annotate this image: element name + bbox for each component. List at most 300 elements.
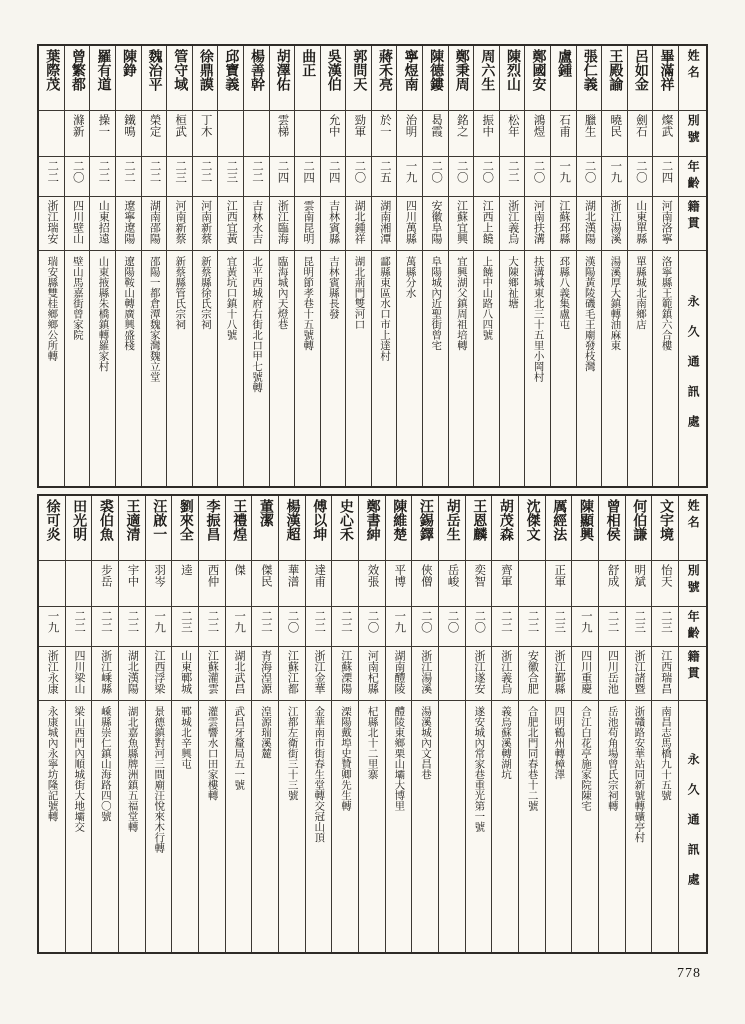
entry-cell-alias (449, 110, 474, 156)
entry-cell-address (90, 250, 115, 486)
entry-address: 單縣城北南鄉店 (634, 256, 646, 330)
entry-address: 義烏蘇溪轉湖坑 (500, 706, 511, 780)
entry-alias: 燦武 (660, 114, 673, 137)
entry-cell-age (500, 156, 525, 196)
entry-address: 酃縣東區水口市上達村 (379, 256, 391, 361)
entry-age: 一九 (579, 610, 592, 633)
entry-age: 一九 (153, 610, 166, 633)
entry-cell-name (65, 46, 90, 110)
entry-cell-name (525, 46, 550, 110)
entry-cell-alias (412, 560, 438, 606)
entry-cell-alias (546, 560, 572, 606)
entry-cell-alias (397, 110, 422, 156)
entry-native: 湖南醴陵 (393, 650, 406, 694)
entry-cell-name (321, 46, 346, 110)
entry-native: 江西宜黃 (225, 200, 238, 244)
entry-cell-address (525, 250, 550, 486)
entry-cell-address (116, 250, 141, 486)
entry-native: 河南杞縣 (366, 650, 379, 694)
entry-age: 二二 (206, 610, 219, 633)
entry-cell-age (372, 156, 397, 196)
entry-cell-name (146, 496, 172, 560)
entry-column (518, 496, 545, 952)
entry-column (243, 46, 269, 486)
entry-address: 鄆城北辛興屯 (179, 706, 191, 769)
entry-alias: 步岳 (99, 564, 112, 587)
entry-cell-alias (90, 110, 115, 156)
entry-cell-alias (92, 560, 118, 606)
entry-age: 二四 (327, 160, 340, 183)
entry-cell-native (449, 196, 474, 250)
entry-address: 湟源瑞溪麓 (259, 706, 271, 759)
entry-native: 浙江永康 (46, 650, 59, 694)
entry-alias: 鐵鳴 (122, 114, 135, 137)
entry-cell-native (551, 196, 576, 250)
entry-native: 吉林賓縣 (327, 200, 340, 244)
entry-cell-native (193, 196, 218, 250)
entry-native: 江蘇邳縣 (557, 200, 570, 244)
entry-cell-alias (39, 560, 65, 606)
entry-name: 胡茂森 (497, 499, 513, 541)
entry-name: 沈傑文 (524, 499, 540, 541)
entry-cell-age (626, 606, 652, 646)
entry-age: 二四 (276, 160, 289, 183)
entry-cell-name (439, 496, 465, 560)
entry-cell-alias (306, 560, 332, 606)
entry-cell-alias (599, 560, 625, 606)
entry-cell-name (449, 46, 474, 110)
entry-cell-native (626, 646, 652, 700)
entry-native: 浙江遂安 (473, 650, 486, 694)
entry-cell-alias (193, 110, 218, 156)
entry-address: 嵊縣崇仁鎮山海路四〇號 (99, 706, 111, 822)
entry-cell-address (346, 250, 371, 486)
entry-cell-age (321, 156, 346, 196)
entry-cell-name (332, 496, 358, 560)
entry-cell-native (116, 196, 141, 250)
entry-cell-address (295, 250, 320, 486)
entry-cell-name (270, 46, 295, 110)
entry-column (39, 46, 64, 486)
entry-address: 山東掖縣朱橋鎮轉羅家村 (97, 256, 109, 372)
entry-address: 壁山馬嘉街曾家院 (71, 256, 83, 340)
entry-cell-alias (332, 560, 358, 606)
entry-cell-name (519, 496, 545, 560)
entry-address: 杞縣北十二里寨 (366, 706, 378, 780)
entry-cell-alias (577, 110, 602, 156)
entry-column (550, 46, 576, 486)
entry-cell-alias (372, 110, 397, 156)
entry-age: 一九 (233, 610, 246, 633)
entry-cell-age (218, 156, 243, 196)
entry-native: 浙江湯溪 (609, 200, 622, 244)
entry-cell-name (492, 496, 518, 560)
entry-cell-native (321, 196, 346, 250)
entry-cell-age (90, 156, 115, 196)
entry-name: 管守域 (172, 49, 188, 91)
entry-age: 二二 (339, 610, 352, 633)
entry-cell-address (492, 700, 518, 952)
entry-alias: 操一 (97, 114, 110, 137)
entry-native: 浙江金華 (313, 650, 326, 694)
entry-cell-native (226, 646, 252, 700)
entry-alias: 治明 (404, 114, 417, 137)
header-cell-name (679, 46, 706, 110)
entry-cell-age (39, 156, 64, 196)
entry-cell-age (386, 606, 412, 646)
entry-cell-age (653, 156, 678, 196)
entry-cell-age (244, 156, 269, 196)
entry-address: 萬縣分水 (404, 256, 416, 298)
entry-address: 醴陵東鄉栗山壩大博里 (393, 706, 405, 811)
entry-native: 河南新蔡 (199, 200, 212, 244)
entry-native: 湖北武昌 (233, 650, 245, 694)
entry-column (118, 496, 145, 952)
header-alias-label: 別號 (686, 114, 701, 147)
entry-name: 陳顯興 (577, 499, 593, 541)
entry-address: 新蔡縣管氏宗祠 (174, 256, 186, 330)
entry-address: 宜興湖父鎮周祖培轉 (455, 256, 467, 351)
entry-cell-address (279, 700, 305, 952)
entry-cell-address (423, 250, 448, 486)
entry-address: 邵陽一都倉潭魏家灣魏立堂 (148, 256, 160, 382)
entry-native: 河南扶溝 (532, 200, 545, 244)
entry-cell-address (199, 700, 225, 952)
entry-name: 鄭秉周 (453, 49, 469, 91)
entry-cell-address (653, 250, 678, 486)
entry-cell-native (142, 196, 167, 250)
entry-age: 二二 (122, 160, 135, 183)
entry-age: 二四 (660, 160, 673, 183)
entry-name: 胡岳生 (444, 499, 460, 541)
header-native-label: 籍貫 (686, 200, 701, 233)
entry-cell-age (423, 156, 448, 196)
entry-cell-age (92, 606, 118, 646)
entry-cell-age (306, 606, 332, 646)
entry-cell-age (146, 606, 172, 646)
entry-age: 二三 (174, 160, 187, 183)
entry-native: 浙江瑞安 (46, 200, 59, 244)
entry-cell-alias (423, 110, 448, 156)
entry-alias: 松年 (506, 114, 519, 137)
entry-address: 漢陽黃陵磯毛王廟發枝灣 (583, 256, 595, 372)
header-native-label: 籍貫 (686, 650, 701, 683)
entry-cell-name (652, 496, 678, 560)
entry-column (627, 46, 653, 486)
entry-cell-native (602, 196, 627, 250)
entry-address: 湯溪厚大鎮轉油麻東 (609, 256, 621, 351)
entry-alias: 傑 (233, 564, 246, 576)
entry-cell-age (359, 606, 385, 646)
entry-cell-name (474, 46, 499, 110)
entry-address: 大陳鄉祉塘 (507, 256, 519, 309)
entry-age: 二二 (259, 610, 272, 633)
entry-native: 江西浮梁 (152, 650, 165, 694)
entry-native: 浙江臨海 (276, 200, 289, 244)
entry-cell-alias (321, 110, 346, 156)
entry-cell-name (628, 46, 653, 110)
entry-cell-alias (551, 110, 576, 156)
entry-cell-native (332, 646, 358, 700)
entry-cell-address (372, 250, 397, 486)
entry-age: 二〇 (481, 160, 494, 183)
entry-cell-native (92, 646, 118, 700)
entry-cell-alias (602, 110, 627, 156)
entry-age: 二三 (659, 610, 672, 633)
entry-column (358, 496, 385, 952)
entry-cell-age (628, 156, 653, 196)
entry-alias: 石甫 (558, 114, 571, 137)
entry-cell-native (474, 196, 499, 250)
entry-name: 汪錫鐸 (417, 499, 433, 541)
entry-cell-age (577, 156, 602, 196)
entry-age: 二四 (302, 160, 315, 183)
entry-cell-native (519, 646, 545, 700)
header-address-label: 永久通訊處 (686, 295, 701, 445)
entry-cell-address (270, 250, 295, 486)
entry-cell-address (92, 700, 118, 952)
entry-native: 安徽阜陽 (429, 200, 442, 244)
entry-age: 二〇 (353, 160, 366, 183)
entry-age: 二〇 (455, 160, 468, 183)
entry-column (601, 46, 627, 486)
entry-name: 陳烈山 (504, 49, 520, 91)
entry-cell-name (193, 46, 218, 110)
entry-alias: 舒成 (606, 564, 619, 587)
entry-cell-alias (66, 560, 92, 606)
entry-cell-name (39, 496, 65, 560)
entry-cell-address (412, 700, 438, 952)
entry-native: 四川壁山 (71, 200, 84, 244)
entry-alias: 勁軍 (353, 114, 366, 137)
entry-column (141, 46, 167, 486)
entry-cell-native (386, 646, 412, 700)
entry-cell-name (551, 46, 576, 110)
entry-cell-name (244, 46, 269, 110)
entry-column (166, 46, 192, 486)
entry-cell-address (628, 250, 653, 486)
entry-native: 青海湟源 (259, 650, 272, 694)
entry-alias: 明斌 (633, 564, 646, 587)
entry-cell-address (39, 700, 65, 952)
entry-address: 遼陽鞍山轉廣興盛棧 (123, 256, 135, 351)
entry-cell-age (199, 606, 225, 646)
entry-address: 阜陽城內近聖街曾宅 (430, 256, 442, 351)
entry-alias: 平博 (393, 564, 406, 587)
entry-cell-address (599, 700, 625, 952)
header-age-label: 年齡 (686, 160, 701, 193)
entry-column (115, 46, 141, 486)
entry-name: 鄭書紳 (364, 499, 380, 541)
entry-name: 裘伯魚 (97, 499, 113, 541)
entry-name: 吳漢伯 (325, 49, 341, 91)
entry-cell-alias (65, 110, 90, 156)
entry-cell-native (244, 196, 269, 250)
entry-cell-name (412, 496, 438, 560)
entry-cell-age (142, 156, 167, 196)
entry-address: 宜黃坑口鎮十八號 (225, 256, 237, 340)
entry-cell-native (397, 196, 422, 250)
entry-column (320, 46, 346, 486)
entry-address: 景德鎮對河三間廟汪悅來木行轉 (153, 706, 165, 853)
entry-cell-alias (500, 110, 525, 156)
page-number: 778 (677, 966, 701, 981)
entry-address: 湯溪城內文昌巷 (419, 706, 431, 780)
entry-cell-name (572, 496, 598, 560)
entry-alias: 劍石 (634, 114, 647, 137)
entry-cell-age (525, 156, 550, 196)
registry-table-bottom (37, 494, 708, 954)
entry-name: 陳維楚 (391, 499, 407, 541)
header-cell-age (679, 156, 706, 196)
entry-cell-alias (295, 110, 320, 156)
entry-cell-name (372, 46, 397, 110)
entry-column (491, 496, 518, 952)
entry-cell-alias (119, 560, 145, 606)
entry-cell-age (599, 606, 625, 646)
entry-cell-native (577, 196, 602, 250)
entry-cell-native (172, 646, 198, 700)
entry-cell-address (572, 700, 598, 952)
entry-column (305, 496, 332, 952)
entry-name: 王禮煌 (231, 499, 247, 541)
entry-name: 邱寶義 (223, 49, 239, 91)
entry-cell-address (172, 700, 198, 952)
entry-native: 河南洛寧 (660, 200, 673, 244)
entry-cell-name (167, 46, 192, 110)
entry-native: 浙江義烏 (506, 200, 519, 244)
entry-address: 浙贛路安華站同新號轉礦亭村 (633, 706, 645, 843)
entry-alias: 達甫 (313, 564, 326, 587)
entry-column (145, 496, 172, 952)
entry-cell-alias (279, 560, 305, 606)
entry-cell-age (397, 156, 422, 196)
entry-alias: 傑民 (259, 564, 272, 587)
entry-column (448, 46, 474, 486)
entry-age: 二〇 (634, 160, 647, 183)
entry-column (65, 496, 92, 952)
entry-age: 二〇 (286, 610, 299, 633)
entry-cell-native (218, 196, 243, 250)
entry-age: 二二 (526, 610, 539, 633)
entry-address: 溧陽戴埠史贊卿先生轉 (339, 706, 351, 811)
entry-name: 寧煜南 (402, 49, 418, 91)
entry-cell-name (653, 46, 678, 110)
entry-alias: 振中 (481, 114, 494, 137)
entry-cell-alias (386, 560, 412, 606)
entry-alias: 怡天 (659, 564, 672, 587)
entry-address: 合肥北門同春巷十二號 (526, 706, 538, 811)
entry-address: 四明鶴州轉樟澤 (553, 706, 565, 780)
entry-cell-native (653, 196, 678, 250)
entry-cell-name (577, 46, 602, 110)
entry-age: 二二 (148, 160, 161, 183)
entry-cell-address (66, 700, 92, 952)
header-cell-name (679, 496, 706, 560)
entry-cell-age (551, 156, 576, 196)
entry-name: 蔣禾亮 (376, 49, 392, 91)
entry-name: 劉來全 (177, 499, 193, 541)
entry-alias: 羽岑 (153, 564, 166, 587)
entry-cell-name (346, 46, 371, 110)
entry-cell-age (116, 156, 141, 196)
entry-name: 陳錚 (121, 49, 137, 77)
header-address-label: 永久通訊處 (686, 753, 701, 903)
entry-cell-address (226, 700, 252, 952)
entry-cell-native (599, 646, 625, 700)
header-cell-address (679, 250, 706, 486)
entry-cell-name (386, 496, 412, 560)
entry-age: 二〇 (532, 160, 545, 183)
header-cell-age (679, 606, 706, 646)
entry-age: 二二 (250, 160, 263, 183)
entry-alias: 西仲 (206, 564, 219, 587)
entry-cell-native (439, 646, 465, 700)
entry-name: 葉際茂 (44, 49, 60, 91)
entry-age: 二二 (606, 610, 619, 633)
entry-native: 四川岳池 (606, 650, 619, 694)
header-cell-address (679, 700, 706, 952)
entry-age: 二〇 (430, 160, 443, 183)
entry-cell-alias (492, 560, 518, 606)
entry-alias: 鴻煜 (532, 114, 545, 137)
entry-age: 一九 (46, 610, 59, 633)
entry-cell-native (199, 646, 225, 700)
entry-native: 山東單縣 (634, 200, 647, 244)
header-name-label: 姓名 (686, 49, 701, 82)
entry-cell-address (439, 700, 465, 952)
entry-cell-age (252, 606, 278, 646)
entry-cell-name (423, 46, 448, 110)
entry-cell-age (346, 156, 371, 196)
entry-alias: 允中 (327, 114, 340, 137)
entry-column (422, 46, 448, 486)
entry-name: 李振昌 (204, 499, 220, 541)
entry-native: 湖北漢陽 (583, 200, 596, 244)
entry-column (465, 496, 492, 952)
entry-age: 二〇 (366, 610, 379, 633)
entry-native: 山東招遠 (97, 200, 110, 244)
header-name-label: 姓名 (686, 499, 701, 532)
entry-cell-native (252, 646, 278, 700)
entry-cell-age (474, 156, 499, 196)
entry-name: 郭問天 (351, 49, 367, 91)
entry-alias: 桓武 (174, 114, 187, 137)
entry-cell-address (252, 700, 278, 952)
entry-cell-native (295, 196, 320, 250)
entry-name: 魏治平 (146, 49, 162, 91)
entry-age: 二二 (506, 160, 519, 183)
entry-cell-name (226, 496, 252, 560)
entry-cell-native (359, 646, 385, 700)
entry-cell-native (372, 196, 397, 250)
entry-address: 灌雲響水口田家樓轉 (206, 706, 218, 801)
entry-native: 浙江鄞縣 (553, 650, 566, 694)
entry-age: 二二 (126, 610, 139, 633)
entry-cell-address (602, 250, 627, 486)
entry-column (217, 46, 243, 486)
entry-cell-name (252, 496, 278, 560)
entry-cell-name (295, 46, 320, 110)
entry-cell-alias (466, 560, 492, 606)
entry-cell-native (119, 646, 145, 700)
entry-address: 湖北荊門雙河口 (353, 256, 365, 330)
entry-column (524, 46, 550, 486)
entry-native: 河南新蔡 (174, 200, 187, 244)
entry-native: 湖北漢陽 (126, 650, 139, 694)
entry-address: 武昌牙釐局五一號 (233, 706, 245, 790)
entry-column (651, 496, 678, 952)
